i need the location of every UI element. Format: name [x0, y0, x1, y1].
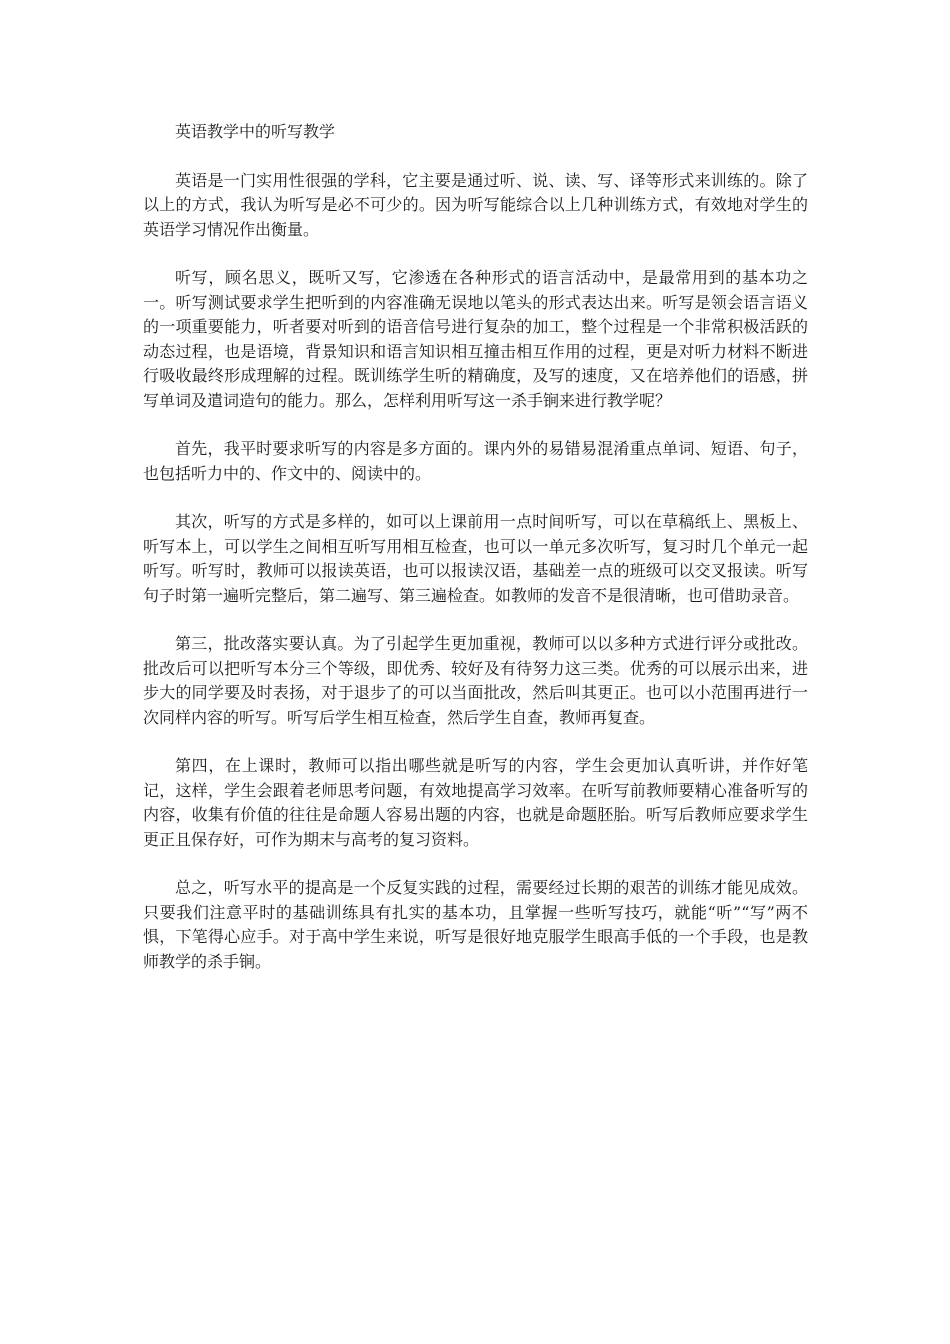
paragraph-fourth: 第四，在上课时，教师可以指出哪些就是听写的内容，学生会更加认真听讲，并作好笔记，这样，学生会跟着老师思考问题，有效地提高学习效率。在听写前教师要精心准备听写的内容，收集有价值的往往是命题人容易出题的内容，也就是命题胚胎。听写后教师应要求学生更正且保存好，可作为期末与高考的复习资料。	[143, 756, 808, 849]
paragraph-definition: 听写，顾名思义，既听又写，它渗透在各种形式的语言活动中，是最常用到的基本功之一。听写测试要求学生把听到的内容准确无误地以笔头的形式表达出来。听写是领会语言语义的一项重要能力，听者要对听到的语音信号进行复杂的加工，整个过程是一个非常积极活跃的动态过程，也是语境，背景知识和语言知识相互撞击相互作用的过程，更是对听力材料不断进行吸收最终形成理解的过程。既训练学生听的精确度，及写的速度，又在培养他们的语感，拼写单词及遣词造句的能力。那么，怎样利用听写这一杀手锏来进行教学呢？	[143, 268, 808, 410]
paragraph-intro: 英语是一门实用性很强的学科，它主要是通过听、说、读、写、译等形式来训练的。除了以上的方式，我认为听写是必不可少的。因为听写能综合以上几种训练方式，有效地对学生的英语学习情况作出衡量。	[143, 170, 808, 239]
paragraph-first: 首先，我平时要求听写的内容是多方面的。课内外的易错易混淆重点单词、短语、句子，也包括听力中的、作文中的、阅读中的。	[143, 439, 808, 483]
paragraph-second: 其次，听写的方式是多样的，如可以上课前用一点时间听写，可以在草稿纸上、黑板上、听写本上，可以学生之间相互听写用相互检查，也可以一单元多次听写，复习时几个单元一起听写。听写时，教师可以报读英语，也可以报读汉语，基础差一点的班级可以交叉报读。听写句子时第一遍听完整后，第二遍写、第三遍检查。如教师的发音不是很清晰，也可借助录音。	[143, 512, 808, 605]
document-title: 英语教学中的听写教学	[175, 122, 336, 141]
document-body	[143, 120, 808, 998]
paragraph-conclusion: 总之，听写水平的提高是一个反复实践的过程，需要经过长期的艰苦的训练才能见成效。只要我们注意平时的基础训练具有扎实的基本功，且掌握一些听写技巧，就能“听”“写”两不惧，下笔得心应手。对于高中学生来说，听写是很好地克服学生眼高手低的一个手段，也是教师教学的杀手锏。	[143, 878, 808, 971]
paragraph-third: 第三，批改落实要认真。为了引起学生更加重视，教师可以以多种方式进行评分或批改。批改后可以把听写本分三个等级，即优秀、较好及有待努力这三类。优秀的可以展示出来，进步大的同学要及时表扬，对于退步了的可以当面批改，然后叫其更正。也可以小范围再进行一次同样内容的听写。听写后学生相互检查，然后学生自查，教师再复查。	[143, 634, 808, 727]
